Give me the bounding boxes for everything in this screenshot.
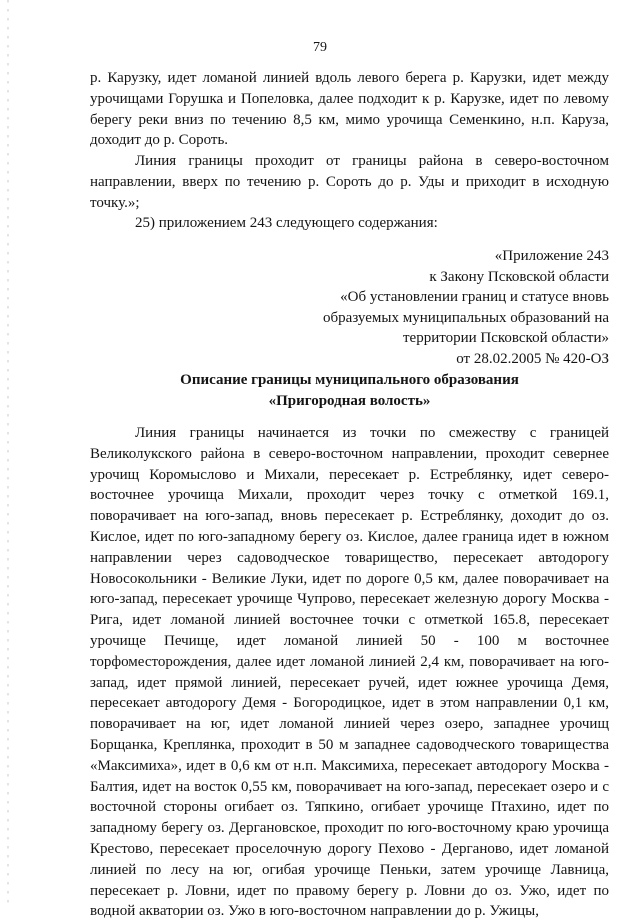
heading-line-1: Описание границы муниципального образования [180,372,519,388]
appendix-reference [323,246,609,369]
page-number: 79 [313,40,327,55]
paragraph-boundary-end: Линия границы проходит от границы района в северо-восточном направлении, вверх по течению р. Сороть до р. Уды и приходит в исходную точку.»; [90,153,609,211]
appendix-line: от 28.02.2005 № 420-ОЗ [456,350,609,367]
heading-line-2: «Пригородная волость» [268,392,431,409]
continued-text-block [90,68,609,214]
section-heading [90,370,609,411]
scan-margin-marks [7,0,9,905]
appendix-line: к Закону Псковской области [429,268,609,285]
amendment-item-text: 25) приложением 243 следующего содержания: [135,215,438,231]
appendix-line: территории Псковской области» [402,330,609,346]
boundary-description [90,423,609,922]
amendment-item [90,213,609,234]
paragraph-continued: р. Карузку, идет ломаной линией вдоль левого берега р. Карузки, идет между урочищами Горушка и Попеловка, далее подходит к р. Карузке, идет по левому берегу реки вниз по течению 8,5 км, мимо урочища Семенкино, н.п. Каруза, доходит до р. Сороть. [90,70,609,149]
paragraph-boundary-description: Линия границы начинается из точки по смежеству с границей Великолукского района в северо-восточном направлении, проходит севернее урочищ Коромыслово и Михали, пересекает р. Естреблянку, идет северо-восточнее урочища Михали, проходит через точку с отметкой 169.1, поворачивает на юго-запад, вновь пересекает р. Естреблянку, доходит до оз. Кислое, идет по юго-западному берегу оз. Кислое, далее граница идет в южном направлении через садоводческое товарищество, пересекает автодорогу Новосокольники - Великие Луки, идет по дороге 0,5 км, далее поворачивает на юго-запад, пересекает урочище Чупрово, пересекает железную дорогу Москва - Рига, идет ломаной линией восточнее точки с отметкой 165.8, пересекает урочище Печище, идет ломаной линией 50 - 100 м восточнее торфоместорождения, далее идет ломаной линией 2,4 км, поворачивает на юго-запад, идет прямой линией, пересекает ручей, идет южнее урочища Демя, пересекает автодорогу Демя - Богородицкое, идет в этом направлении 0,1 км, поворачивает на юг, идет ломаной линией через озеро, западнее урочищ Борщанка, Креплянка, проходит в 50 м западнее садоводческого товарищества «Максимиха», идет в 0,6 км от н.п. Максимиха, пересекает автодорогу Москва - Балтия, идет на восток 0,55 км, поворачивает на юго-запад, пересекает озеро и с восточной стороны огибает оз. Тяпкино, огибает урочище Птахино, идет по западному берегу оз. Дергановское, проходит по юго-восточному краю урочища Крестово, пересекает проселочную дорогу Пехово - Дерганово, идет ломаной линией по лесу на юг, огибая урочище Пеньки, затем урочище Лавница, пересекает р. Ловни, идет по правому берегу р. Ловни до оз. Ужо, идет по водной акватории оз. Ужо в юго-восточном направлении до р. Ужицы, [90,425,609,920]
appendix-line: образуемых муниципальных образований на [323,309,609,326]
appendix-line: «Об установлении границ и статусе вновь [340,289,609,305]
appendix-line: «Приложение 243 [494,248,609,264]
